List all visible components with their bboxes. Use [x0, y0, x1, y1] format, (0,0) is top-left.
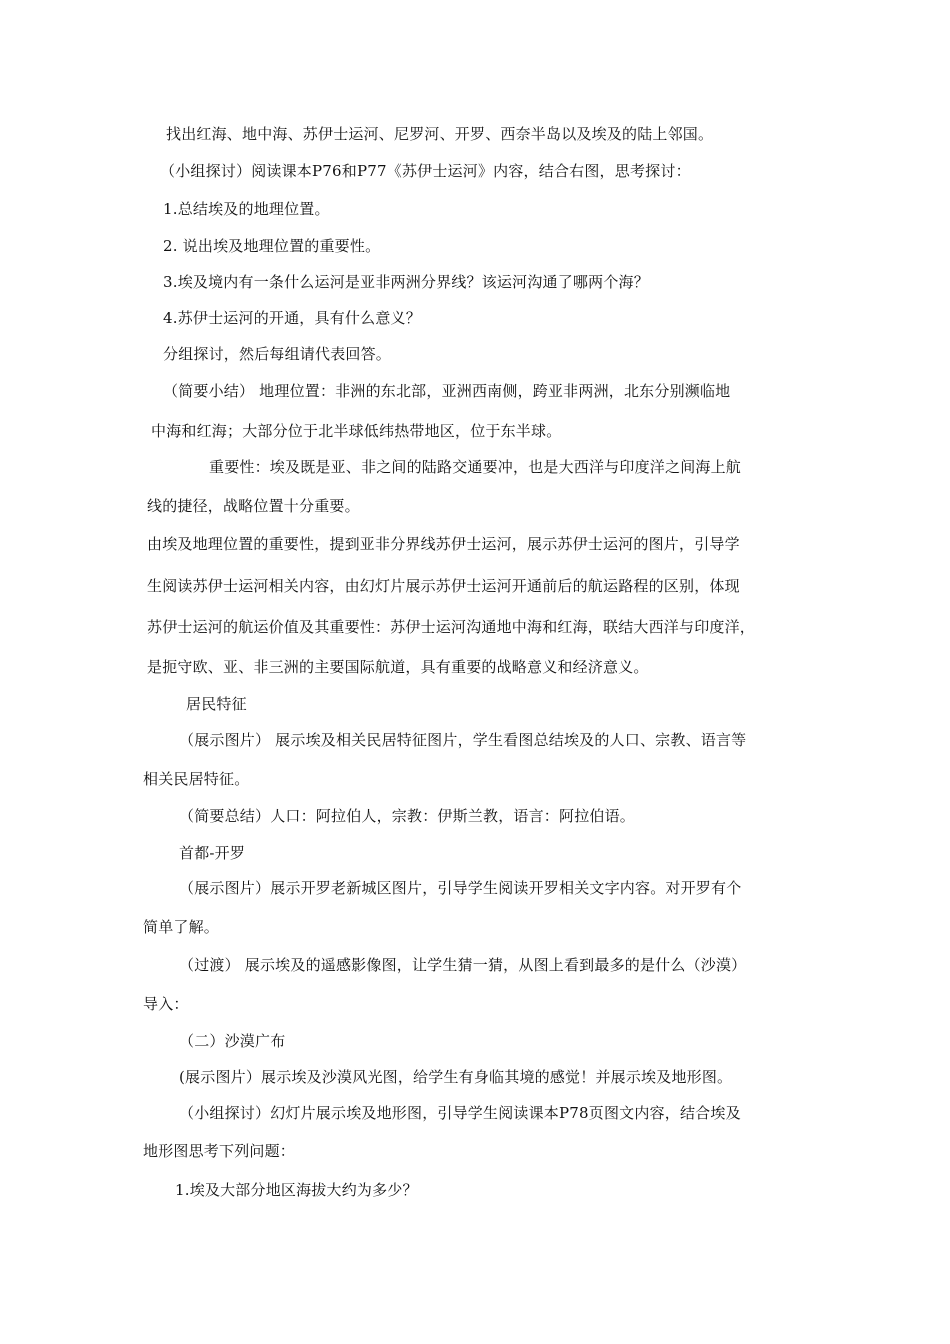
text-line: 1.总结埃及的地理位置。 [163, 200, 330, 218]
text-line: 线的捷径，战略位置十分重要。 [147, 497, 360, 515]
text-line: 找出红海、地中海、苏伊士运河、尼罗河、开罗、西奈半岛以及埃及的陆上邻国。 [166, 125, 714, 143]
text-line: 苏伊士运河的航运价值及其重要性：苏伊士运河沟通地中海和红海，联结大西洋与印度洋， [147, 618, 756, 636]
text-line: 居民特征 [186, 695, 247, 713]
text-line: (展示图片）展示埃及沙漠风光图，给学生有身临其境的感觉！并展示埃及地形图。 [179, 1068, 733, 1086]
text-line: 分组探讨，然后每组请代表回答。 [163, 345, 392, 363]
text-line: （小组探讨）阅读课本P76和P77《苏伊士运河》内容，结合右图，思考探讨： [160, 162, 691, 180]
text-line: 导入： [143, 995, 189, 1013]
text-line: （简要总结）人口：阿拉伯人，宗教：伊斯兰教，语言：阿拉伯语。 [179, 807, 636, 825]
text-line: 1.埃及大部分地区海拔大约为多少？ [175, 1181, 418, 1199]
text-line: （展示图片）展示开罗老新城区图片，引导学生阅读开罗相关文字内容。对开罗有个 [179, 879, 742, 897]
text-line: 4.苏伊士运河的开通，具有什么意义？ [163, 309, 421, 327]
text-line: 由埃及地理位置的重要性，提到亚非分界线苏伊士运河，展示苏伊士运河的图片，引导学 [147, 535, 740, 553]
text-line: 简单了解。 [143, 918, 220, 936]
text-line: （小组探讨）幻灯片展示埃及地形图，引导学生阅读课本P78页图文内容，结合埃及 [179, 1104, 741, 1122]
text-line: 3.埃及境内有一条什么运河是亚非两洲分界线？该运河沟通了哪两个海？ [163, 273, 649, 291]
text-line: 生阅读苏伊士运河相关内容，由幻灯片展示苏伊士运河开通前后的航运路程的区别，体现 [147, 577, 740, 595]
text-line: 中海和红海；大部分位于北半球低纬热带地区，位于东半球。 [151, 422, 562, 440]
text-line: 首都-开罗 [179, 844, 246, 862]
text-line: 相关民居特征。 [143, 770, 250, 788]
text-line: 2. 说出埃及地理位置的重要性。 [163, 237, 381, 255]
text-line: （简要小结） 地理位置：非洲的东北部，亚洲西南侧，跨亚非两洲，北东分别濒临地 [163, 382, 731, 400]
text-line: （二）沙漠广布 [179, 1032, 286, 1050]
text-line: （展示图片） 展示埃及相关民居特征图片，学生看图总结埃及的人口、宗教、语言等 [179, 731, 747, 749]
text-line: 是扼守欧、亚、非三洲的主要国际航道，具有重要的战略意义和经济意义。 [147, 658, 649, 676]
text-line: 地形图思考下列问题： [143, 1142, 296, 1160]
text-line: （过渡） 展示埃及的遥感影像图，让学生猜一猜，从图上看到最多的是什么（沙漠） [179, 956, 747, 974]
text-line: 重要性：埃及既是亚、非之间的陆路交通要冲，也是大西洋与印度洋之间海上航 [209, 458, 742, 476]
